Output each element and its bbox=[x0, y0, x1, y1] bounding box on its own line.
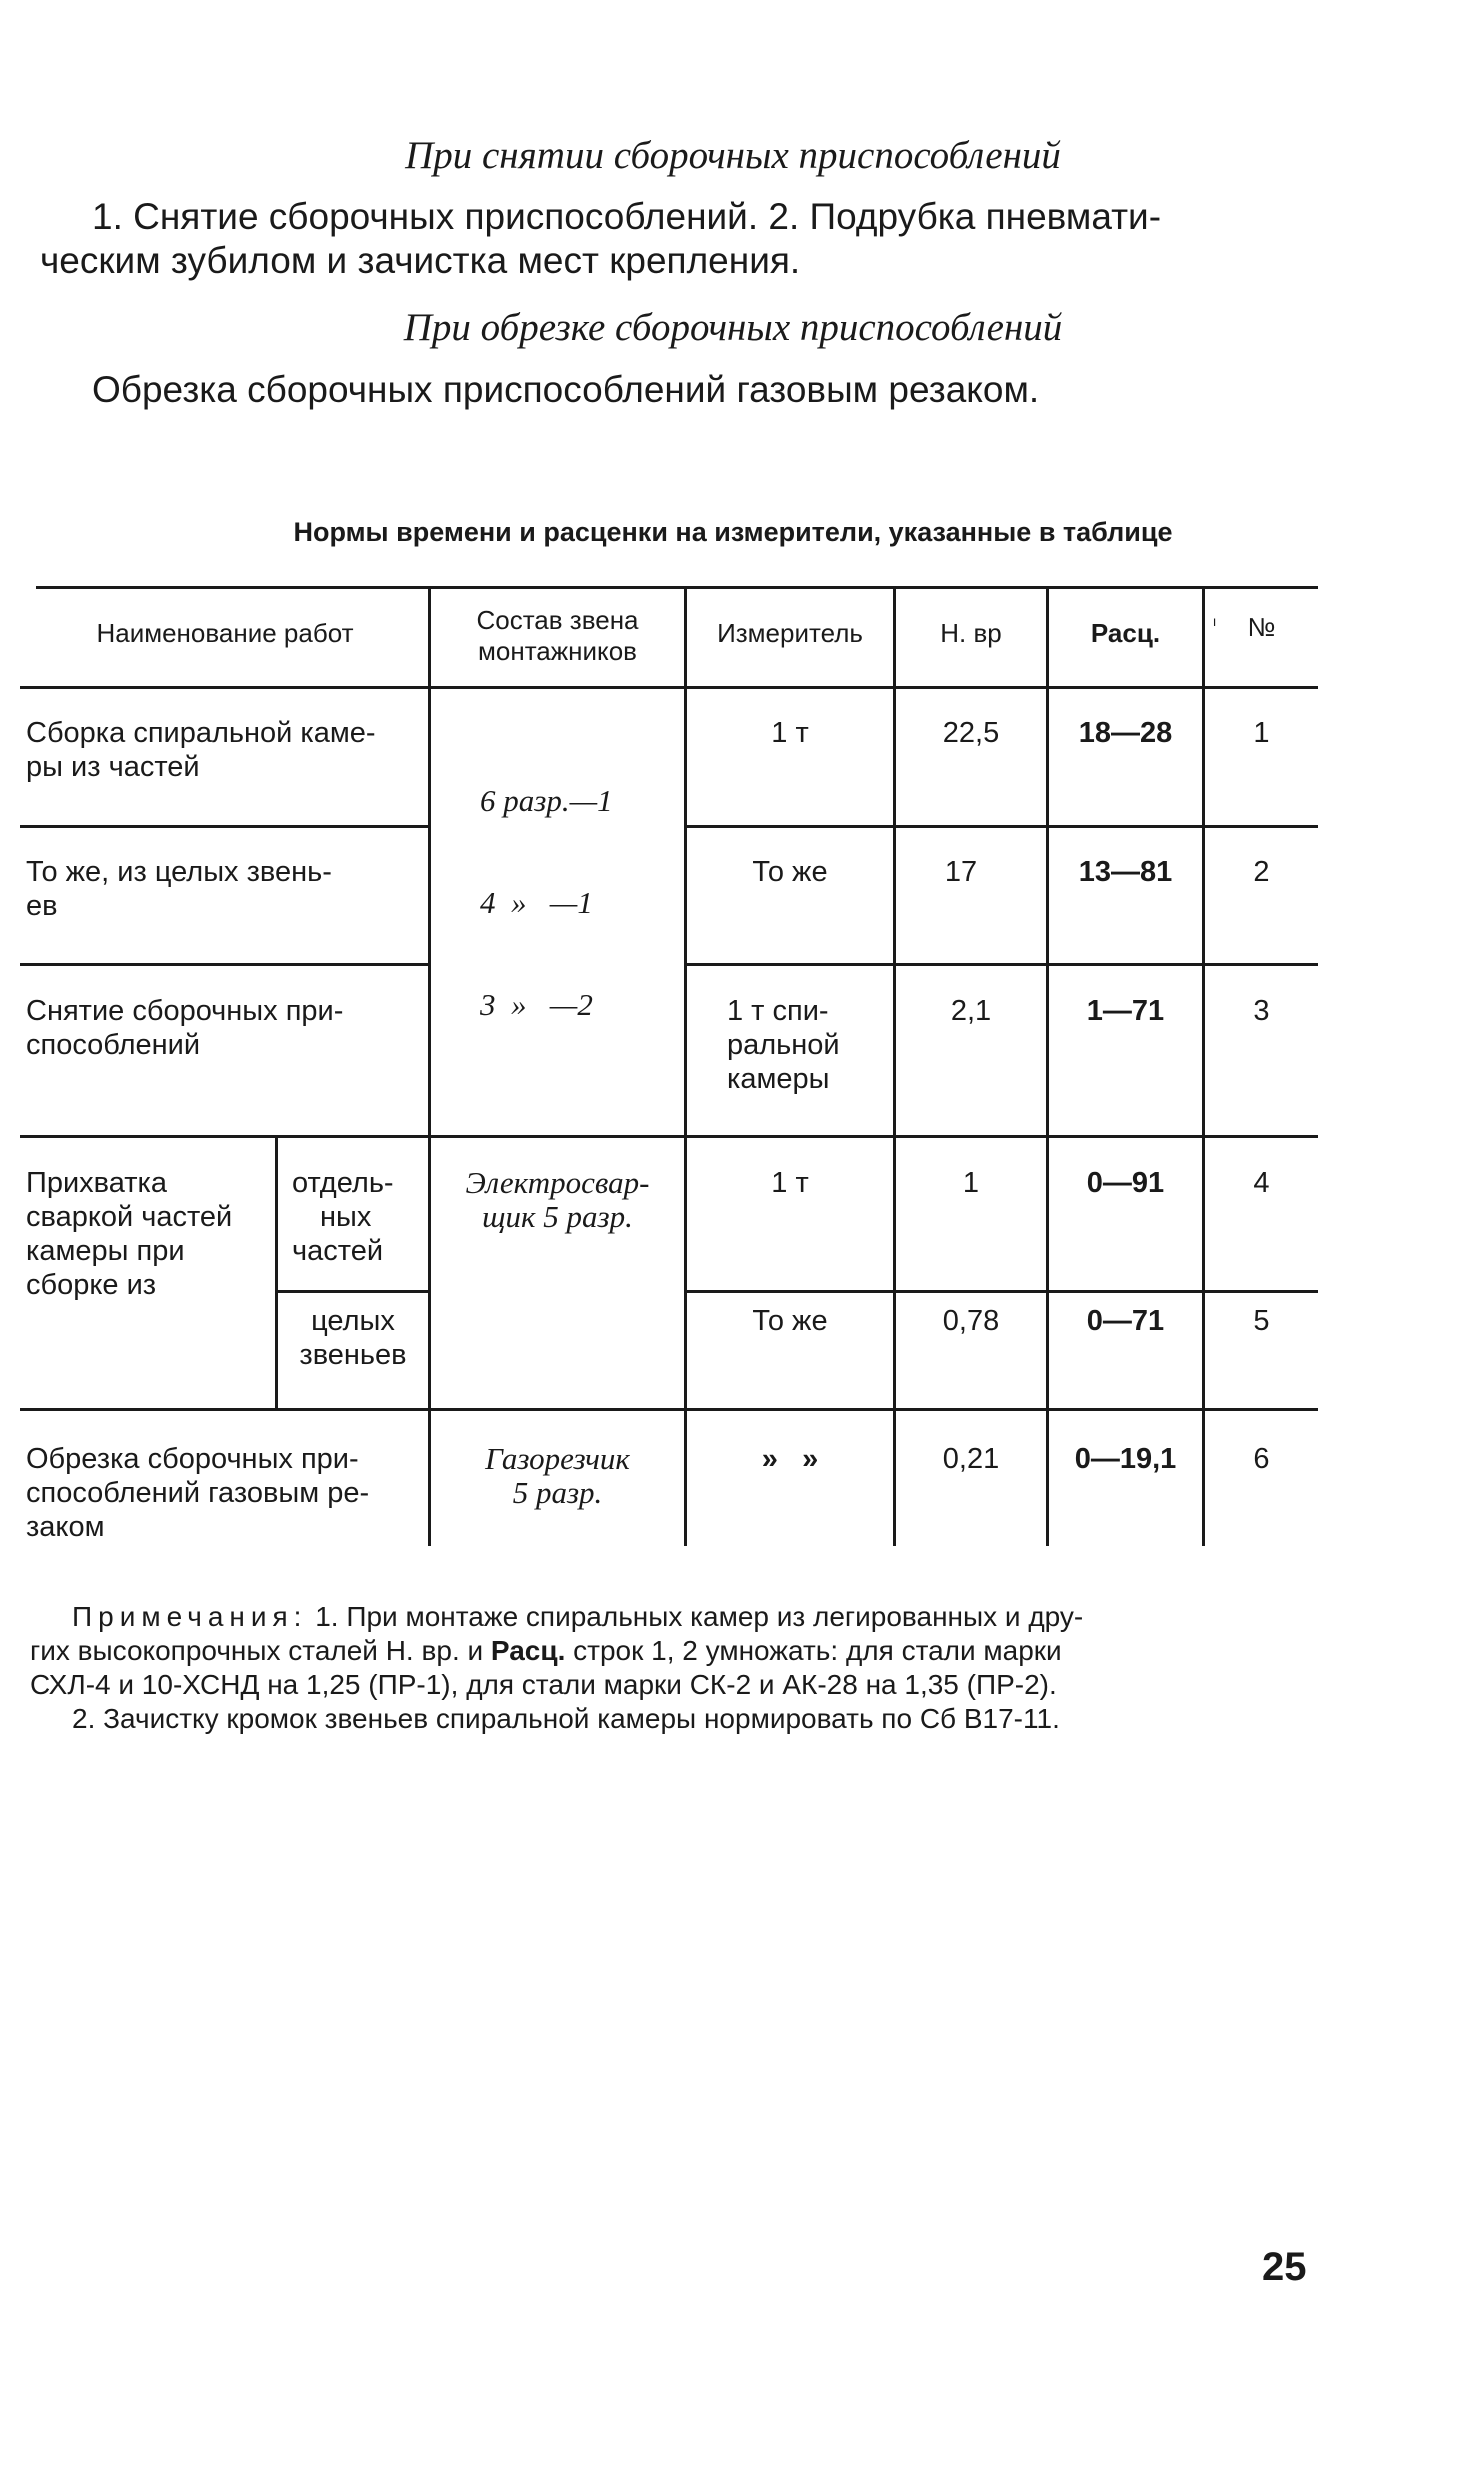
row-4-team bbox=[431, 1166, 684, 1234]
section-heading-cutting: При обрезке сборочных приспособлений bbox=[403, 306, 1063, 349]
row-1-name-line-2: ры из частей bbox=[26, 751, 200, 783]
row-6-name-line-1: Обрезка сборочных при- bbox=[26, 1443, 359, 1475]
header-num-label: № bbox=[1247, 612, 1276, 642]
row-3-num: 3 bbox=[1253, 995, 1270, 1027]
row-6-team bbox=[431, 1442, 684, 1510]
row-1-team-line-1: 6 разр.—1 bbox=[480, 783, 613, 818]
header-unit: Измеритель bbox=[717, 618, 863, 648]
row-1-unit: 1 т bbox=[771, 717, 809, 749]
row-4-unit: 1 т bbox=[771, 1167, 809, 1199]
section-heading-removal: При снятии сборочных приспособлений bbox=[405, 134, 1061, 177]
row-4-name-line-2: сваркой частей bbox=[26, 1201, 233, 1233]
row-3-rate: 1—71 bbox=[1086, 995, 1165, 1027]
row-3-unit bbox=[727, 994, 840, 1096]
header-num bbox=[1205, 612, 1318, 643]
row-5-norm: 0,78 bbox=[942, 1305, 1000, 1337]
row-2-unit: То же bbox=[752, 856, 828, 888]
header-team-line-2: монтажников bbox=[478, 636, 637, 666]
row-1-name-line-1: Сборка спиральной каме- bbox=[26, 717, 376, 749]
row-3-unit-line-1: 1 т спи- bbox=[727, 995, 829, 1027]
row-3-unit-line-3: камеры bbox=[727, 1063, 830, 1095]
page-number: 25 bbox=[1262, 2245, 1307, 2289]
row-1-name bbox=[26, 716, 376, 784]
row-1-border bbox=[20, 825, 430, 828]
row-6-rate: 0—19,1 bbox=[1074, 1443, 1177, 1475]
row-4-team-line-1: Электросвар- bbox=[465, 1165, 650, 1200]
header-norm: Н. вр bbox=[940, 618, 1002, 648]
notes-line-3: СХЛ-4 и 10-ХСНД на 1,25 (ПР-1), для стали марки СК-2 и АК-28 на 1,35 (ПР-2). bbox=[30, 1669, 1057, 1700]
row-4-name-line-3: камеры при bbox=[26, 1235, 185, 1267]
row-1-team-line-2: 4 » —1 bbox=[480, 885, 593, 920]
row-2-norm: 17 bbox=[944, 856, 978, 888]
row-3-unit-line-2: ральной bbox=[727, 1029, 840, 1061]
notes-line-2b: Расц. bbox=[490, 1635, 566, 1666]
row-6-name-line-2: способлений газовым ре- bbox=[26, 1477, 370, 1509]
row-3-norm: 2,1 bbox=[950, 995, 992, 1027]
row-2-num: 2 bbox=[1253, 856, 1270, 888]
row-5-unit: То же bbox=[752, 1305, 828, 1337]
removal-text bbox=[40, 195, 1332, 283]
row-5-border bbox=[20, 1408, 1318, 1411]
removal-text-line-1: 1. Снятие сборочных приспособлений. 2. Подрубка пневмати- bbox=[92, 196, 1162, 237]
table-header-border bbox=[20, 686, 1318, 689]
row-2-name-line-2: ев bbox=[26, 890, 58, 922]
removal-text-line-2: ческим зубилом и зачистка мест крепления. bbox=[40, 240, 801, 281]
row-4-name-line-1: Прихватка bbox=[26, 1167, 167, 1199]
notes-line-2 bbox=[30, 1634, 1332, 1668]
row-4-sub-line-3: частей bbox=[292, 1235, 384, 1267]
notes-line-2c: строк 1, 2 умножать: для стали марки bbox=[573, 1635, 1062, 1666]
row-1-team bbox=[480, 716, 613, 1090]
header-team bbox=[431, 605, 684, 667]
row-1-border-right bbox=[686, 825, 1318, 828]
header-rate: Расц. bbox=[1090, 618, 1161, 648]
notes-line-2a: гих высокопрочных сталей Н. вр. и bbox=[30, 1635, 484, 1666]
row-3-border bbox=[20, 1135, 1318, 1138]
row-4-sub bbox=[292, 1166, 394, 1268]
row-4-num: 4 bbox=[1253, 1167, 1270, 1199]
row-3-name-line-1: Снятие сборочных при- bbox=[26, 995, 344, 1027]
col-line-1 bbox=[428, 586, 431, 1546]
row-6-norm: 0,21 bbox=[942, 1443, 1000, 1475]
table-top-border bbox=[36, 586, 1318, 589]
row-5-rate: 0—71 bbox=[1086, 1305, 1165, 1337]
row-2-border bbox=[20, 963, 430, 966]
row-4-sub-line-1: отдель- bbox=[292, 1167, 394, 1199]
row-5-sub-line-1: целых bbox=[311, 1305, 395, 1337]
row-5-sub-line-2: звеньев bbox=[299, 1339, 407, 1371]
row-6-name bbox=[26, 1442, 369, 1544]
notes-line-4: 2. Зачистку кромок звеньев спиральной камеры нормировать по Сб В17-11. bbox=[72, 1703, 1060, 1734]
row-2-name bbox=[26, 855, 332, 923]
row-2-name-line-1: То же, из целых звень- bbox=[26, 856, 332, 888]
row-4-border bbox=[277, 1290, 430, 1293]
row-3-name-line-2: способлений bbox=[26, 1029, 201, 1061]
notes bbox=[30, 1600, 1332, 1736]
row-1-rate: 18—28 bbox=[1078, 717, 1173, 749]
row-5-num: 5 bbox=[1253, 1305, 1270, 1337]
cutting-text-line: Обрезка сборочных приспособлений газовым резаком. bbox=[92, 369, 1040, 410]
row-4-team-line-2: щик 5 разр. bbox=[482, 1199, 633, 1234]
row-5-sub bbox=[278, 1304, 428, 1372]
row-4-name bbox=[26, 1166, 232, 1302]
row-6-name-line-3: заком bbox=[26, 1511, 105, 1543]
header-team-line-1: Состав звена bbox=[476, 605, 639, 635]
row-4-norm: 1 bbox=[962, 1167, 980, 1199]
row-6-team-line-1: Газорезчик bbox=[485, 1441, 630, 1476]
row-4-rate: 0—91 bbox=[1086, 1167, 1165, 1199]
row-2-rate: 13—81 bbox=[1078, 856, 1173, 888]
header-num-mark: ᶦ bbox=[1213, 614, 1217, 636]
cutting-text bbox=[40, 368, 1332, 412]
notes-line-1 bbox=[30, 1600, 1332, 1634]
header-name: Наименование работ bbox=[96, 618, 354, 648]
row-3-name bbox=[26, 994, 343, 1062]
row-6-num: 6 bbox=[1253, 1443, 1270, 1475]
table-title: Нормы времени и расценки на измерители, указанные в таблице bbox=[293, 517, 1173, 547]
row-6-unit: » » bbox=[761, 1443, 819, 1475]
row-2-border-right bbox=[686, 963, 1318, 966]
row-1-num: 1 bbox=[1253, 717, 1270, 749]
row-4-name-line-4: сборке из bbox=[26, 1269, 157, 1301]
row-6-team-line-2: 5 разр. bbox=[512, 1475, 603, 1510]
row-4-border-right bbox=[686, 1290, 1318, 1293]
notes-line-1-text: 1. При монтаже спиральных камер из легированных и дру- bbox=[315, 1601, 1084, 1632]
notes-label: Примечания: bbox=[72, 1601, 308, 1632]
row-1-team-line-3: 3 » —2 bbox=[480, 987, 593, 1022]
row-4-sub-line-2: ных bbox=[320, 1201, 372, 1233]
row-1-norm: 22,5 bbox=[942, 717, 1000, 749]
